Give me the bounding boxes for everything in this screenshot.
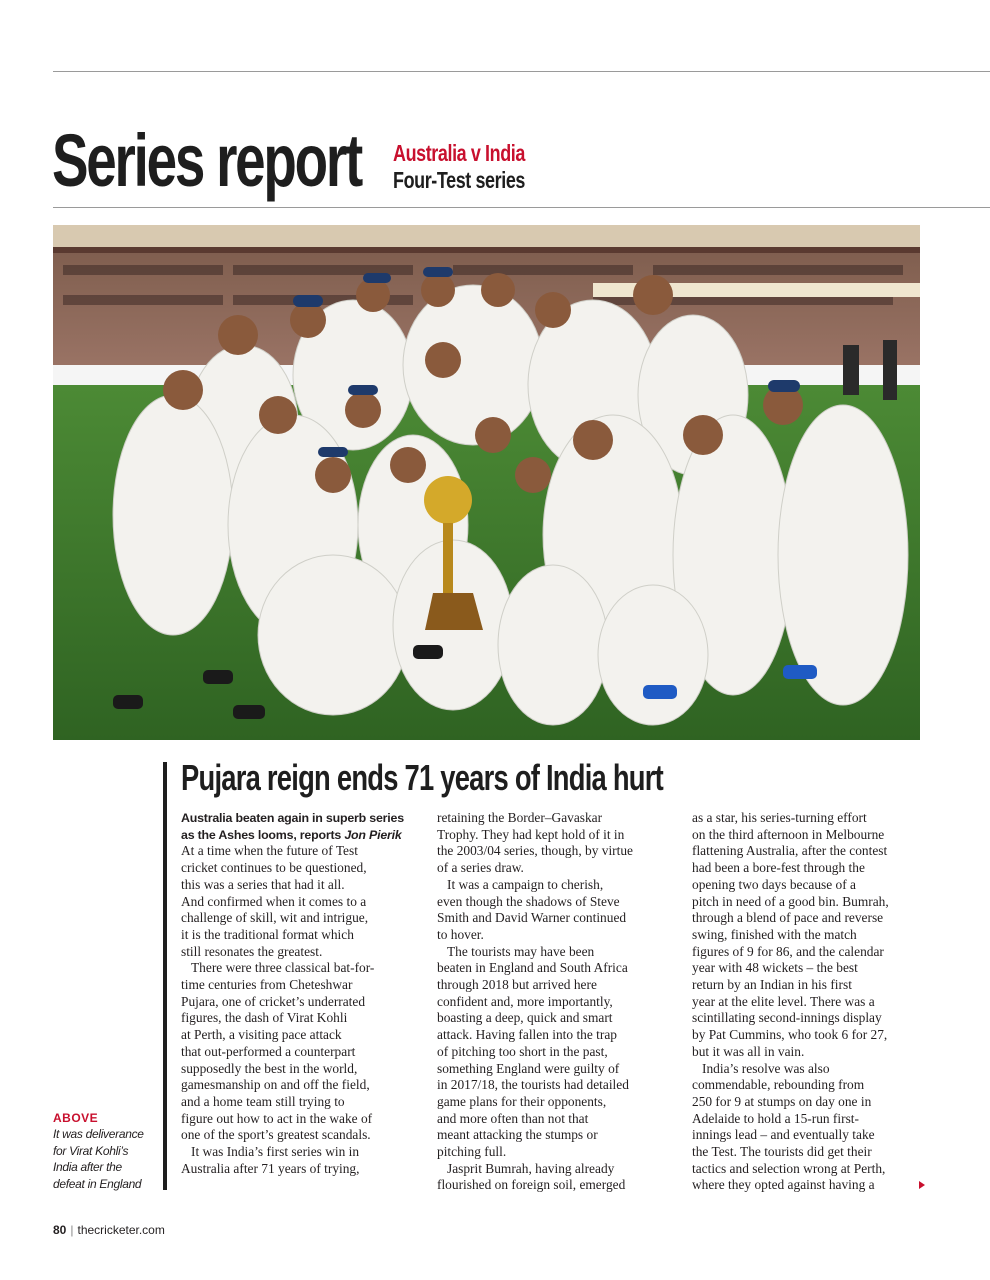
- standfirst: [181, 810, 413, 843]
- section-title: Series report: [52, 119, 361, 202]
- paragraph: At a time when the future of Test cricket continues to be questioned, this was a series that had it all. And confirmed when it comes to a challenge of skill, wit and intrigue, it is the traditional format which still resonates the greatest.: [181, 843, 369, 959]
- series-format: Four-Test series: [393, 167, 526, 193]
- team-celebration-photo: [53, 225, 920, 740]
- paragraph: India’s resolve was also commendable, rebounding from 250 for 9 at stumps on day one in Adelaide to hold a 15-run first- innings lead – and eventually take the Test. The tourists did get their tactics and selection wrong at Perth, where they opted against having a: [692, 1060, 886, 1193]
- series-name: Australia v India: [393, 140, 525, 166]
- caption-text: It was deliverance for Virat Kohli’s India after the defeat in England: [53, 1127, 144, 1192]
- continue-arrow-icon: [919, 1181, 925, 1189]
- paragraph: as a star, his series-turning effort on the third afternoon in Melbourne flattening Australia, after the contest had been a bore-fest through the opening two days because of a pitch in need of a good bin. Bumrah, through a blend of pace and reverse swing, finished with the match figures of 9 for 86, and the calendar year with 48 wickets – the best return by an Indian in his first year at the elite level. There was a scintillating second-innings display by Pat Cummins, who took 6 for 27, but it was all in vain.: [692, 810, 889, 1059]
- article-column-3: [692, 810, 924, 1194]
- page-footer: [53, 1223, 165, 1237]
- footer-separator: |: [70, 1223, 74, 1237]
- article-headline: Pujara reign ends 71 years of India hurt: [181, 757, 664, 798]
- article-column-1: [181, 810, 413, 1177]
- author-name: Jon Pierik: [344, 827, 402, 842]
- photo-illustration: [53, 225, 920, 740]
- paragraph: It was a campaign to cherish, even though the shadows of Steve Smith and David Warner continued to hover.: [437, 876, 627, 942]
- paragraph: It was India’s first series win in Australia after 71 years of trying,: [181, 1144, 360, 1176]
- site-link[interactable]: thecricketer.com: [77, 1223, 165, 1237]
- photo-caption: [53, 1110, 153, 1193]
- header-rule: [53, 207, 990, 208]
- headline-bar: [163, 762, 167, 1190]
- series-subtitle: [393, 140, 562, 194]
- caption-label: ABOVE: [53, 1111, 99, 1125]
- page-number: 80: [53, 1223, 67, 1237]
- article-column-2: [437, 810, 669, 1194]
- standfirst-text: Australia beaten again in superb series as the Ashes looms, reports: [181, 811, 404, 842]
- paragraph: retaining the Border–Gavaskar Trophy. They had kept hold of it in the 2003/04 series, though, by virtue of a series draw.: [437, 810, 633, 876]
- paragraph: Jasprit Bumrah, having already flourished on foreign soil, emerged: [437, 1160, 626, 1193]
- paragraph: The tourists may have been beaten in England and South Africa through 2018 but arrived here confident and, more importantly, boasting a deep, quick and smart attack. Having fallen into the trap of pitching too short in the past, something England were guilty of in 2017/18, the tourists had detailed game plans for their opponents, and more often than not that meant attacking the stumps or pitching full.: [437, 943, 629, 1160]
- paragraph: There were three classical bat-for- time centuries from Cheteshwar Pujara, one of cricket’s underrated figures, the dash of Virat Kohli at Perth, a visiting pace attack that out-performed a counterpart supposedly the best in the world, gamesmanship on and off the field, and a home team still trying to figure out how to act in the wake of one of the sport’s greatest scandals.: [181, 960, 375, 1143]
- top-rule: [53, 71, 990, 72]
